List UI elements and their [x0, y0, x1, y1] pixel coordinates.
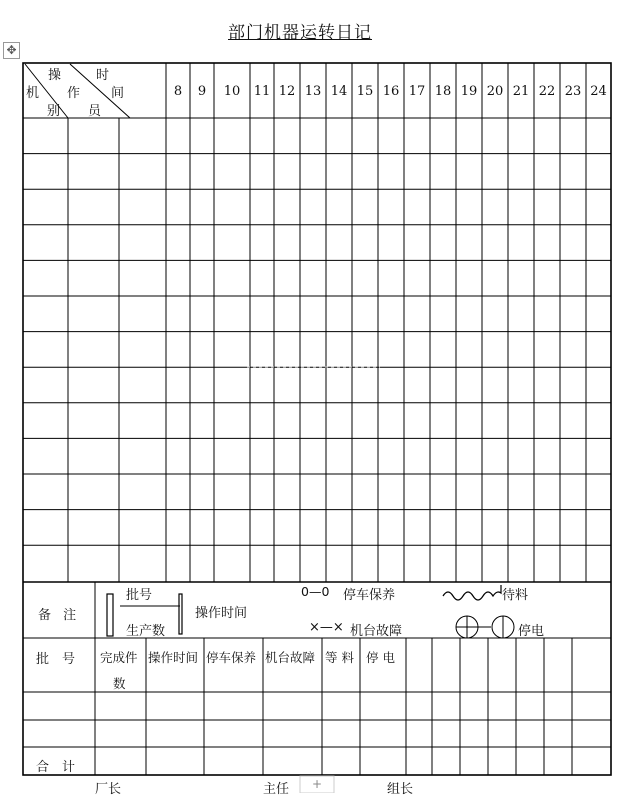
- hour-label-15: 15: [356, 84, 374, 99]
- summary-wait-header: 等 料: [325, 650, 354, 665]
- hour-label-24: 24: [590, 84, 607, 99]
- hour-label-11: 11: [253, 84, 271, 99]
- header-time-label: 时: [96, 68, 110, 83]
- summary-total-label: 合 计: [36, 760, 76, 775]
- hour-label-9: 9: [197, 84, 207, 99]
- legend-operating-time: 操作时间: [195, 606, 248, 621]
- header-staff-label: 员: [88, 104, 102, 119]
- footer-team-leader: 组长: [387, 782, 414, 797]
- legend-stop-maint-symbol: 0—0: [301, 584, 330, 599]
- legend-stop-maint: 停车保养: [343, 588, 396, 603]
- header-kind-label: 别: [47, 104, 61, 119]
- summary-stop-maint-header: 停车保养: [206, 650, 257, 665]
- hour-label-23: 23: [564, 84, 582, 99]
- hour-label-21: 21: [512, 84, 530, 99]
- add-row-icon[interactable]: +: [312, 777, 323, 791]
- footer-director: 主任: [263, 782, 290, 797]
- hour-label-14: 14: [330, 84, 348, 99]
- summary-machine-fault-header: 机台故障: [265, 650, 316, 665]
- hour-label-8: 8: [173, 84, 183, 99]
- hour-label-10: 10: [223, 84, 241, 99]
- header-machine-label: 机: [26, 86, 40, 101]
- hour-label-22: 22: [538, 84, 556, 99]
- remarks-label: 备 注: [38, 608, 81, 623]
- hour-label-18: 18: [434, 84, 452, 99]
- header-work-label: 作: [67, 86, 81, 101]
- legend-batch-no: 批号: [126, 588, 153, 603]
- legend-wait-material: 待料: [502, 588, 529, 603]
- header-interval-label: 间: [111, 86, 125, 101]
- legend-production-count: 生产数: [126, 624, 166, 639]
- summary-completed-header-2: 数: [113, 676, 126, 691]
- header-ops-label: 操: [48, 68, 62, 83]
- summary-batch-header: 批 号: [36, 652, 76, 667]
- table-move-handle-icon[interactable]: ✥: [3, 42, 20, 59]
- summary-completed-header: 完成件: [100, 650, 138, 665]
- legend-fault-symbol: ×—×: [309, 620, 344, 635]
- hour-label-13: 13: [304, 84, 322, 99]
- footer-factory-head: 厂长: [95, 782, 122, 797]
- legend-machine-fault: 机台故障: [350, 624, 403, 639]
- hour-label-12: 12: [278, 84, 296, 99]
- hour-label-19: 19: [460, 84, 478, 99]
- summary-power-header: 停 电: [366, 650, 395, 665]
- hour-label-17: 17: [408, 84, 426, 99]
- hour-label-16: 16: [382, 84, 400, 99]
- legend-power-off: 停电: [518, 624, 545, 639]
- hour-label-20: 20: [486, 84, 504, 99]
- page-title: 部门机器运转日记: [228, 23, 372, 43]
- summary-operating-time-header: 操作时间: [148, 650, 199, 665]
